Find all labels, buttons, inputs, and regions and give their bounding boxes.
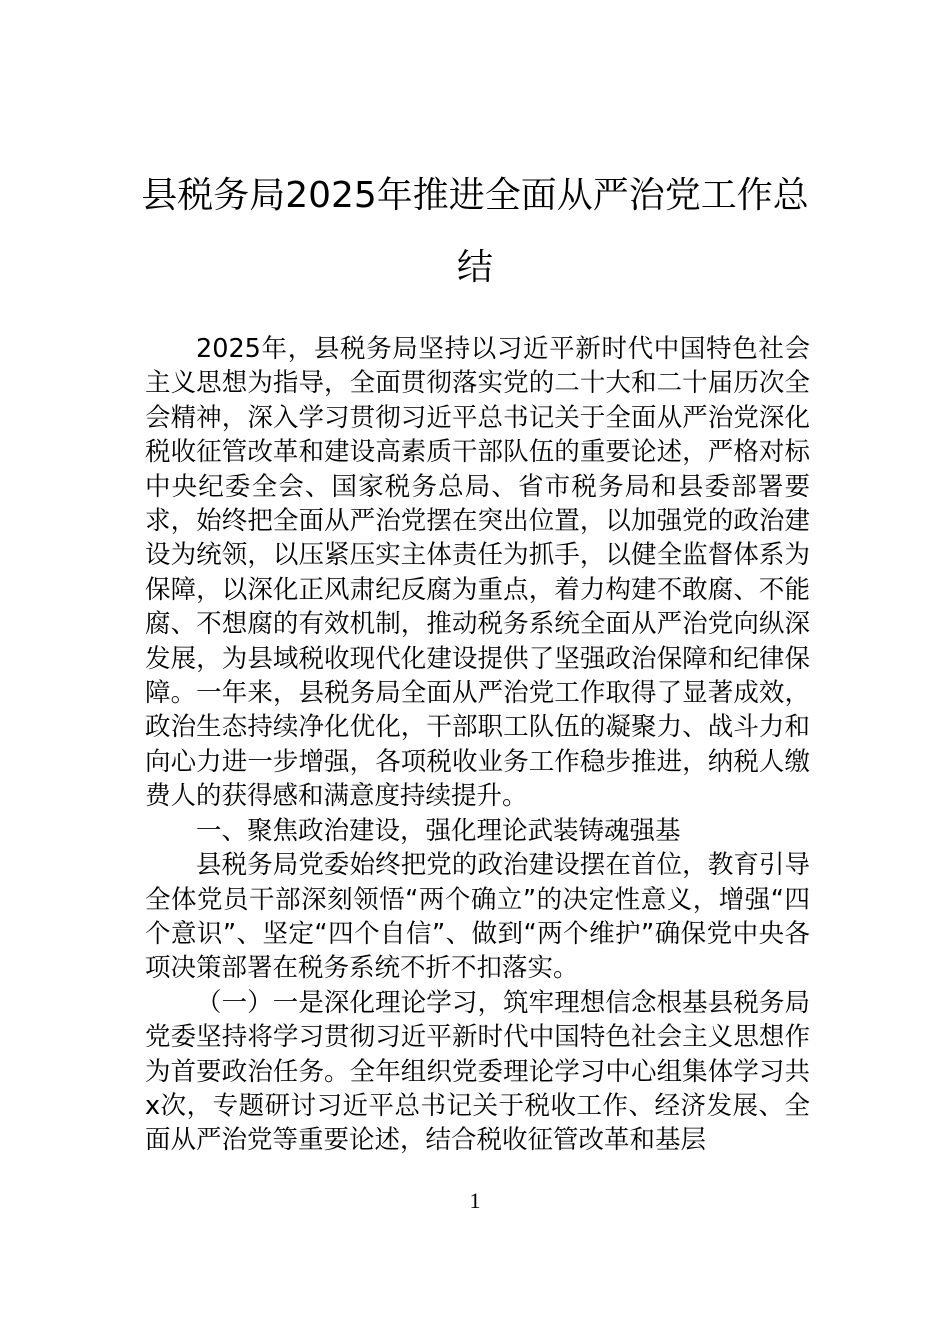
document-title: 县税务局2025年推进全面从严治党工作总结 xyxy=(141,175,809,288)
section-paragraph: 县税务局党委始终把党的政治建设摆在首位，教育引导全体党员干部深刻领悟“两个确立”的决定性意义，增强“四个意识”、坚定“四个自信”、做到“两个维护”确保党中央各项决策部署在税务系统不折不扣落实。 xyxy=(145,850,810,984)
subsection-paragraph: （一）一是深化理论学习，筑牢理想信念根基县税务局党委坚持将学习贯彻习近平新时代中国特色社会主义思想作为首要政治任务。全年组织党委理论学习中心组集体学习共x次，专题研讨习近平总书记关于税收工作、经济发展、全面从严治党等重要论述，结合税收征管改革和基层 xyxy=(145,987,810,1156)
section-heading: 一、聚焦政治建设，强化理论武装铸魂强基 xyxy=(196,815,681,846)
page-number: 1 xyxy=(469,1188,481,1213)
document-body xyxy=(145,332,810,1158)
intro-paragraph: 2025年，县税务局坚持以习近平新时代中国特色社会主义思想为指导，全面贯彻落实党的二十大和二十届历次全会精神，深入学习贯彻习近平总书记关于全面从严治党深化税收征管改革和建设高素质干部队伍的重要论述，严格对标中央纪委全会、国家税务总局、省市税务局和县委部署要求，始终把全面从严治党摆在突出位置，以加强党的政治建设为统领，以压紧压实主体责任为抓手，以健全监督体系为保障，以深化正风肃纪反腐为重点，着力构建不敢腐、不能腐、不想腐的有效机制，推动税务系统全面从严治党向纵深发展，为县域税收现代化建设提供了坚强政治保障和纪律保障。一年来，县税务局全面从严治党工作取得了显著成效，政治生态持续净化优化，干部职工队伍的凝聚力、战斗力和向心力进一步增强，各项税收业务工作稳步推进，纳税人缴费人的获得感和满意度持续提升。 xyxy=(145,334,810,812)
